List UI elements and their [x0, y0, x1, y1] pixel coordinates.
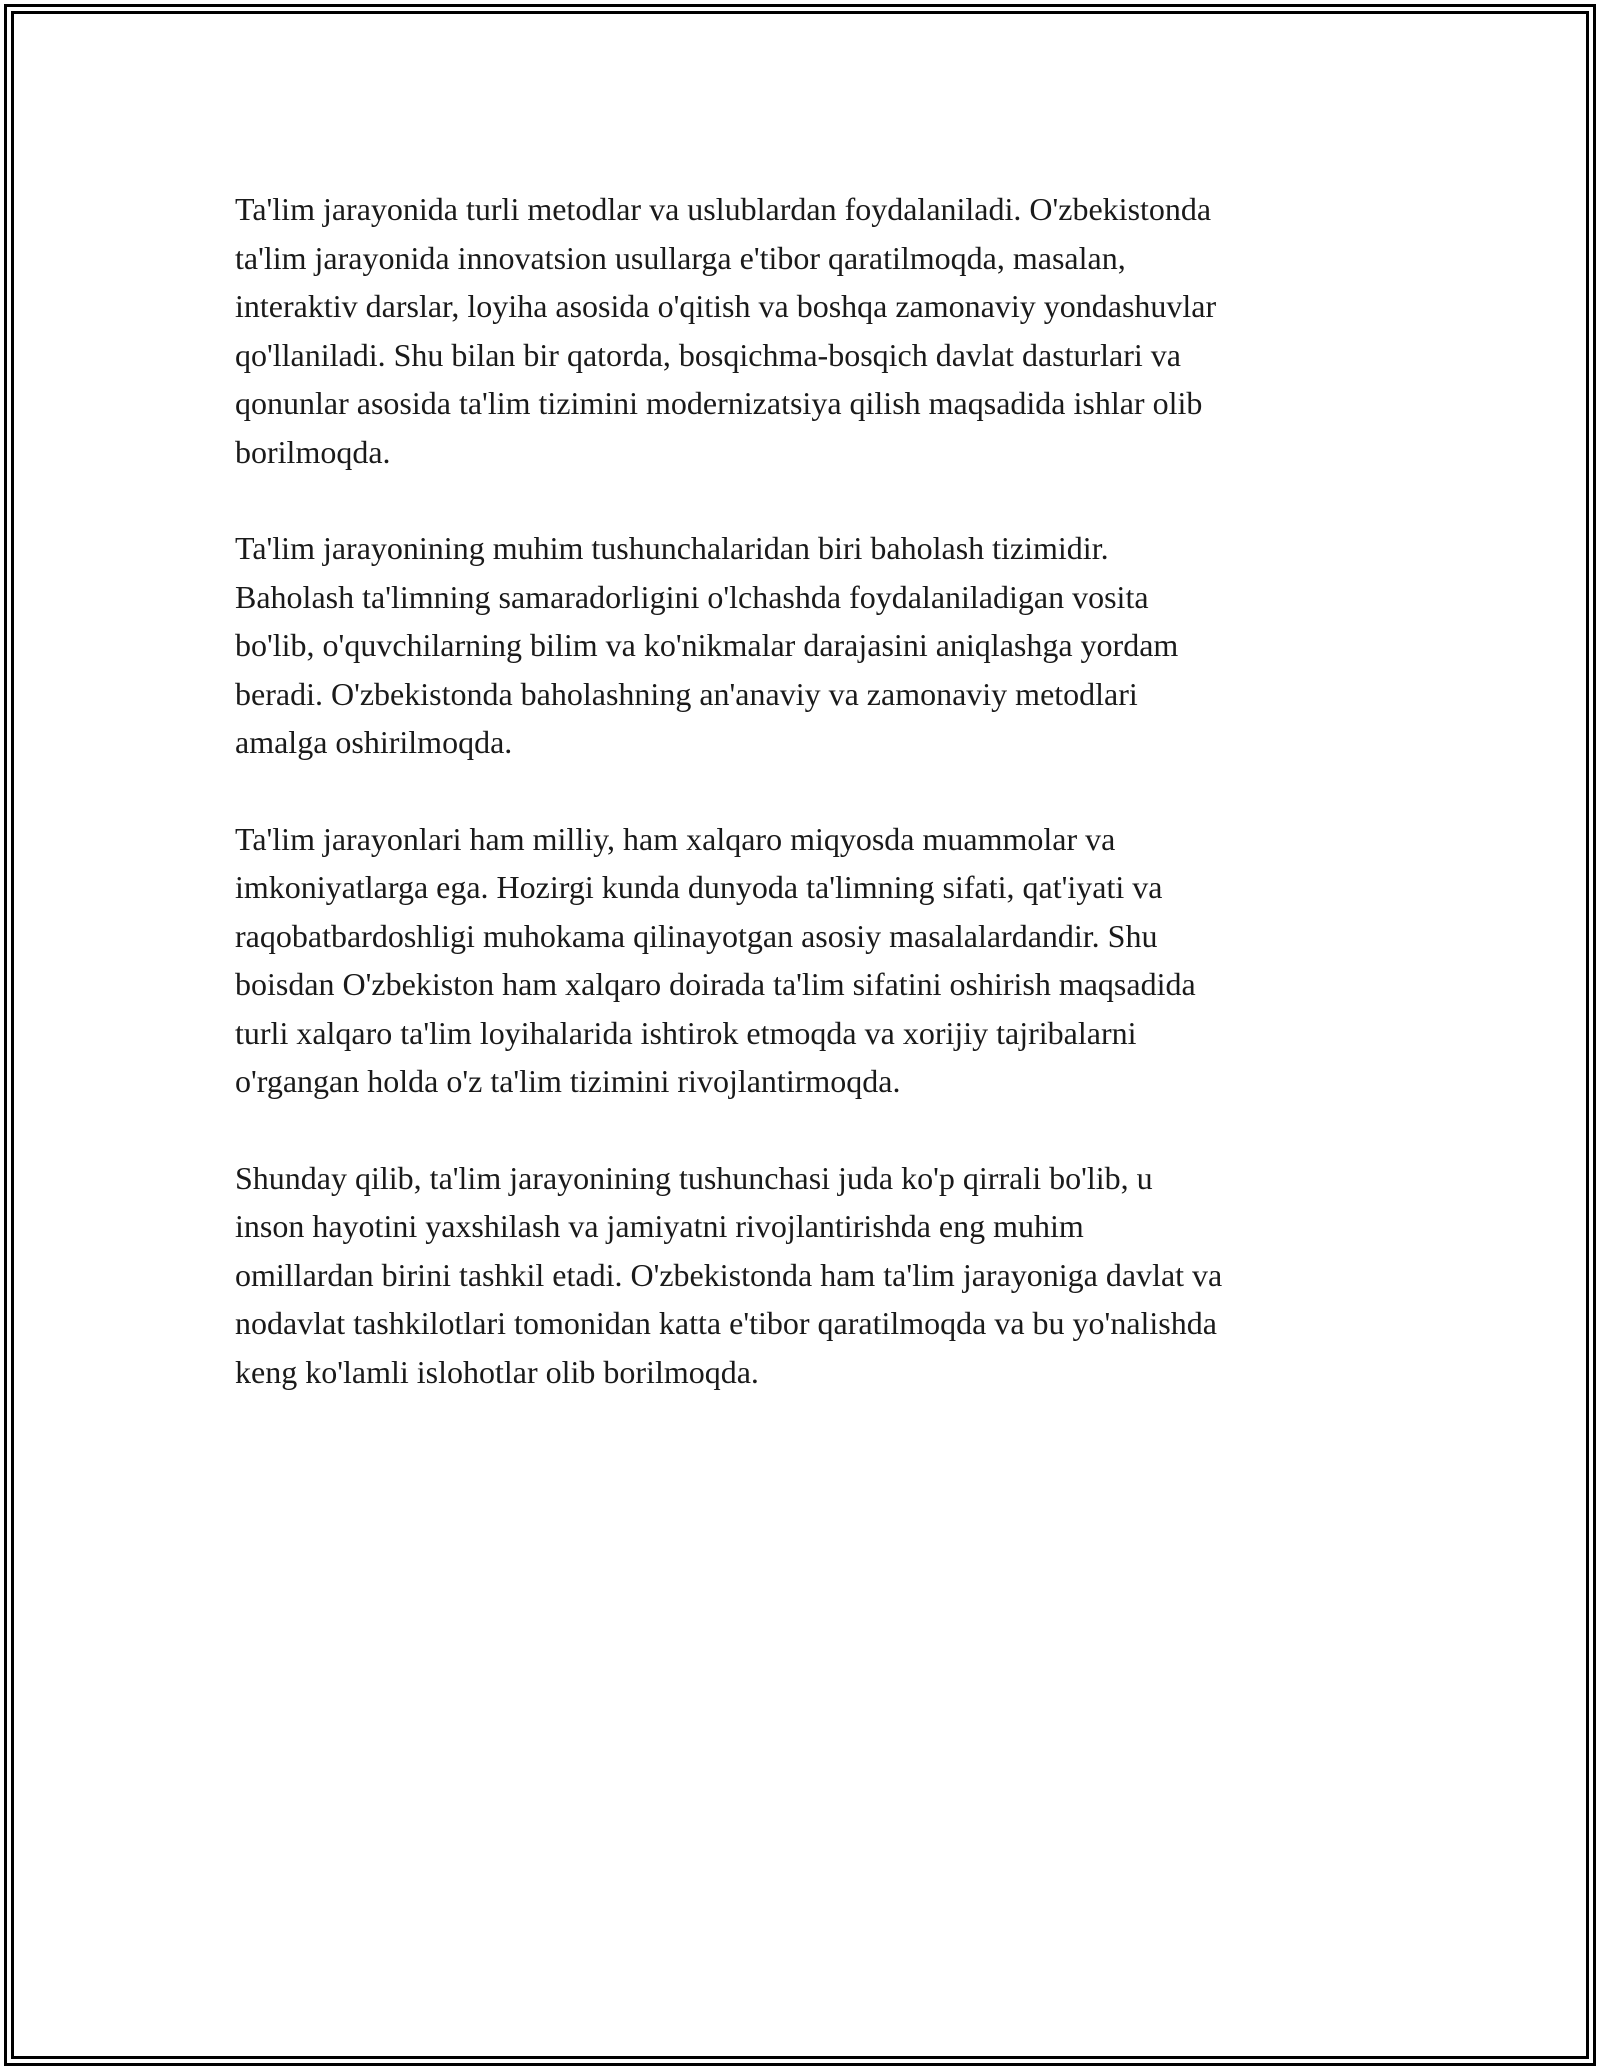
- text-line: Ta'lim jarayonlari ham milliy, ham xalqaro miqyosda muammolar va: [235, 820, 1116, 857]
- text-line: qo'llaniladi. Shu bilan bir qatorda, bosqichma-bosqich davlat dasturlari va: [235, 336, 1181, 373]
- paragraph-1: [235, 185, 1375, 476]
- text-line: borilmoqda.: [235, 433, 391, 470]
- text-line: raqobatbardoshligi muhokama qilinayotgan asosiy masalalardandir. Shu: [235, 917, 1158, 954]
- text-line: turli xalqaro ta'lim loyihalarida ishtirok etmoqda va xorijiy tajribalarni: [235, 1014, 1137, 1051]
- paragraph-3: [235, 815, 1375, 1106]
- paragraph-4: [235, 1154, 1375, 1397]
- paragraph-2: [235, 524, 1375, 767]
- text-line: Ta'lim jarayonining muhim tushunchalaridan biri baholash tizimidir.: [235, 530, 1109, 566]
- text-line: amalga oshirilmoqda.: [235, 724, 513, 760]
- text-line: o'rgangan holda o'z ta'lim tizimini rivojlantirmoqda.: [235, 1063, 901, 1099]
- text-line: Shunday qilib, ta'lim jarayonining tushunchasi juda ko'p qirrali bo'lib, u: [235, 1159, 1153, 1196]
- text-line: ta'lim jarayonida innovatsion usullarga e'tibor qaratilmoqda, masalan,: [235, 239, 1126, 276]
- text-line: Baholash ta'limning samaradorligini o'lchashda foydalaniladigan vosita: [235, 578, 1149, 615]
- text-line: Ta'lim jarayonida turli metodlar va uslublardan foydalaniladi. O'zbekistonda: [235, 191, 1212, 227]
- text-line: bo'lib, o'quvchilarning bilim va ko'nikmalar darajasini aniqlashga yordam: [235, 627, 1179, 663]
- text-line: nodavlat tashkilotlari tomonidan katta e'tibor qaratilmoqda va bu yo'nalishda: [235, 1305, 1217, 1341]
- text-line: keng ko'lamli islohotlar olib borilmoqda.: [235, 1353, 759, 1390]
- text-line: interaktiv darslar, loyiha asosida o'qitish va boshqa zamonaviy yondashuvlar: [235, 288, 1217, 324]
- text-line: omillardan birini tashkil etadi. O'zbekistonda ham ta'lim jarayoniga davlat va: [235, 1256, 1223, 1293]
- text-line: qonunlar asosida ta'lim tizimini modernizatsiya qilish maqsadida ishlar olib: [235, 385, 1203, 421]
- text-line: beradi. O'zbekistonda baholashning an'anaviy va zamonaviy metodlari: [235, 675, 1138, 712]
- document-body: [235, 185, 1375, 1444]
- text-line: boisdan O'zbekiston ham xalqaro doirada ta'lim sifatini oshirish maqsadida: [235, 966, 1196, 1002]
- text-line: imkoniyatlarga ega. Hozirgi kunda dunyoda ta'limning sifati, qat'iyati va: [235, 869, 1163, 905]
- text-line: inson hayotini yaxshilash va jamiyatni rivojlantirishda eng muhim: [235, 1208, 1084, 1244]
